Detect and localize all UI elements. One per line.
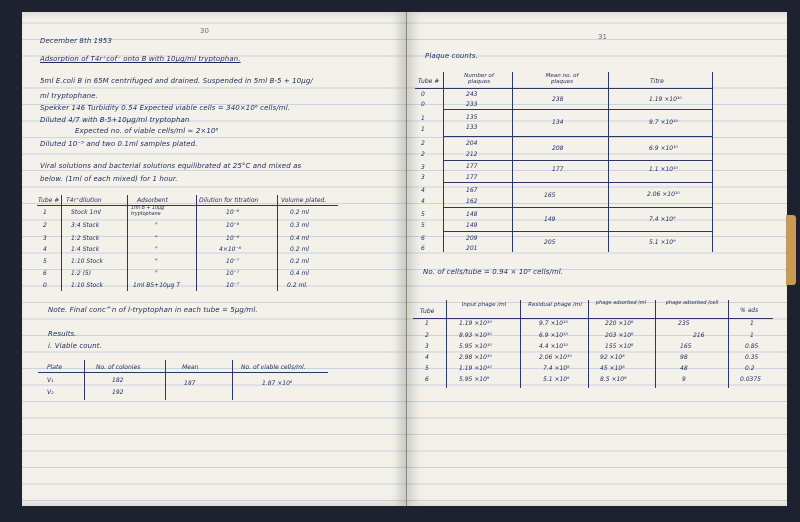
cell: 1.87 ×10⁸ <box>262 380 293 387</box>
cell: 187 <box>184 380 196 387</box>
text-line-2: ml tryptophane. <box>40 92 98 100</box>
cell: 10⁻⁸ <box>226 235 240 242</box>
page-number-right: 31 <box>598 33 607 41</box>
cell: V₁ <box>47 377 54 384</box>
cell: 1 <box>750 332 754 339</box>
text-line-8: below. (1ml of each mixed) for 1 hour. <box>40 175 178 183</box>
cell: 167 <box>466 187 478 194</box>
table-rule <box>728 300 729 388</box>
cell: 4.4 ×10¹⁰ <box>539 343 568 350</box>
table-rule <box>84 360 85 400</box>
cell: 3:4 Stock <box>71 222 100 229</box>
table-header: Input phage /ml <box>461 302 507 308</box>
cell: 1 <box>425 320 429 327</box>
table-header: Tube # <box>38 197 60 204</box>
cell: 133 <box>466 124 478 131</box>
cell: 5.95 ×10⁹ <box>459 376 490 383</box>
cell: 182 <box>112 377 124 384</box>
cell: 0.3 ml <box>290 222 309 229</box>
table-header: Mean <box>182 364 199 371</box>
cell: 3 <box>421 164 425 171</box>
cell: 6.9 ×10¹⁰ <box>539 332 568 339</box>
cell: 2.06 ×10¹⁰ <box>539 354 572 361</box>
table-rule <box>712 72 713 252</box>
cell: 6.9 ×10¹⁰ <box>649 145 678 152</box>
table-header: phage adsorbed /cell <box>665 300 719 306</box>
cell: 205 <box>544 239 556 246</box>
cell: 216 <box>693 332 705 339</box>
page-tab-marker <box>786 215 796 285</box>
text-line-5: Expected no. of viable cells/ml ≃ 2×10⁸ <box>75 127 219 135</box>
table-rule <box>413 318 773 319</box>
cell: V₂ <box>47 389 54 396</box>
cell: 6 <box>425 376 429 383</box>
table-rule <box>232 360 233 400</box>
cell: 148 <box>466 211 478 218</box>
cell: 6 <box>43 270 47 277</box>
table-header: Volume plated. <box>281 197 327 204</box>
plaque-counts-heading: Plaque counts. <box>425 52 478 60</box>
table-rule <box>61 195 62 291</box>
cell: 1:10 Stock <box>71 258 103 265</box>
cell: 10⁻⁷ <box>226 270 240 277</box>
text-line-6: Diluted 10⁻⁵ and two 0.1ml samples plated. <box>40 140 198 148</box>
table-rule <box>127 195 128 291</box>
table-header: Residual phage /ml <box>528 302 582 308</box>
table-header: T4r⁺dilution <box>66 197 102 204</box>
cell: 0 <box>421 91 425 98</box>
table-header: No. of viable cells/ml. <box>241 364 306 371</box>
cell: " <box>155 258 158 265</box>
cell: 204 <box>466 140 478 147</box>
cell: 0.4 ml <box>290 235 309 242</box>
table-rule <box>443 109 712 110</box>
cell: 165 <box>680 343 692 350</box>
table-rule <box>655 300 656 388</box>
cell: 1 <box>421 115 425 122</box>
cell: 9.7 ×10¹⁰ <box>539 320 568 327</box>
tryptophan-note: Note. Final conc^n of l-tryptophan in each tube = 5μg/ml. <box>48 306 258 314</box>
cell: 5 <box>425 365 429 372</box>
cell: 2 <box>421 151 425 158</box>
cell: 2 <box>425 332 429 339</box>
cell: 134 <box>552 119 564 126</box>
cell: 0.4 ml <box>290 270 309 277</box>
cell: 1.1 ×10¹⁰ <box>649 166 678 173</box>
cell: 1.19 ×10¹⁰ <box>649 96 682 103</box>
cell: 201 <box>466 245 478 252</box>
cell: 10⁻⁸ <box>226 222 240 229</box>
cell: 220 ×10⁸ <box>605 320 634 327</box>
table-header: Adsorbent <box>137 197 168 204</box>
table-rule <box>415 88 713 89</box>
table-rule <box>588 300 589 388</box>
cell: 0.2 <box>745 365 755 372</box>
cell: 177 <box>466 163 478 170</box>
cell: 6 <box>421 235 425 242</box>
cell: 1:2 (5) <box>71 270 92 277</box>
cell: 0.0375 <box>740 376 761 383</box>
table-rule <box>277 195 278 291</box>
table-header: No. of colonies <box>96 364 141 371</box>
text-line-4: Diluted 4/7 with B-5+10μg/ml tryptophan <box>40 116 190 124</box>
cell: 98 <box>680 354 688 361</box>
table-header: Tube <box>420 308 435 315</box>
cell: 1:2 Stock <box>71 235 100 242</box>
table-header: % ads <box>740 307 759 314</box>
cell: 203 ×10⁸ <box>605 332 634 339</box>
cell: 0.2 ml <box>290 258 309 265</box>
cell: 0.35 <box>745 354 759 361</box>
cell: 212 <box>466 151 478 158</box>
cell: 0 <box>43 282 47 289</box>
cell: 149 <box>466 222 478 229</box>
table-rule <box>443 207 712 208</box>
table-header: Tube # <box>418 78 440 85</box>
table-rule <box>443 136 712 137</box>
cell: 2.98 ×10¹⁰ <box>459 354 492 361</box>
viable-count-heading: i. Viable count. <box>48 342 102 350</box>
cell: 8.5 ×10⁸ <box>600 376 627 383</box>
table-rule <box>512 72 513 252</box>
cell: " <box>155 246 158 253</box>
text-line-3: Spekker 146 Turbidity 0.54 Expected viable cells = 340×10⁶ cells/ml. <box>40 104 291 112</box>
cell: 4 <box>425 354 429 361</box>
cell: 155 ×10⁸ <box>605 343 634 350</box>
cell: 177 <box>466 174 478 181</box>
cell: " <box>155 222 158 229</box>
table-header: Mean no. of plaques <box>545 73 579 85</box>
text-line-7: Viral solutions and bacterial solutions equilibrated at 25°C and mixed as <box>40 162 302 170</box>
cell: 5.1 ×10⁹ <box>649 239 676 246</box>
table-rule <box>608 72 609 252</box>
cell: 1 <box>750 320 754 327</box>
cell: 4 <box>43 246 47 253</box>
results-heading: Results. <box>48 330 77 338</box>
cell: 10⁻⁷ <box>226 258 240 265</box>
cell: 7.4 ×10⁹ <box>649 216 676 223</box>
cell: 5 <box>421 222 425 229</box>
cell: 192 <box>112 389 124 396</box>
cell: 149 <box>544 216 556 223</box>
cell: 92 ×10⁸ <box>600 354 625 361</box>
cell: 4 <box>421 187 425 194</box>
cell: 2.06 ×10¹⁰ <box>647 191 680 198</box>
cell: 209 <box>466 235 478 242</box>
table-header: Plate <box>47 364 63 371</box>
text-line-1: 5ml E.coli B in 65M centrifuged and drained. Suspended in 5ml B-5 + 10μg/ <box>40 77 313 85</box>
cell: 1ml B + 10μg tryptophane <box>131 206 165 217</box>
cell: 1 <box>43 209 47 216</box>
cell: 3 <box>43 235 47 242</box>
cell: 243 <box>466 91 478 98</box>
table-rule <box>443 72 444 252</box>
cell: 7.4 ×10⁹ <box>543 365 570 372</box>
table-rule <box>443 182 712 183</box>
cell: 165 <box>544 192 556 199</box>
cell: 5.95 ×10¹⁰ <box>459 343 492 350</box>
cell: " <box>155 270 158 277</box>
cell: 9 <box>682 376 686 383</box>
table-rule <box>520 300 521 388</box>
cell: 4 <box>421 198 425 205</box>
cell: 10⁻⁷ <box>226 282 240 289</box>
cell: 5.1 ×10⁹ <box>543 376 570 383</box>
cell: 5 <box>43 258 47 265</box>
cell: Stock 1ml <box>71 209 101 216</box>
cell: 1:10 Stock <box>71 282 103 289</box>
table-header: phage adsorbed /ml <box>595 300 647 306</box>
cell: 1.19 ×10¹⁰ <box>459 365 492 372</box>
cell: 3 <box>421 174 425 181</box>
cell: " <box>155 235 158 242</box>
cell: 45 ×10⁸ <box>600 365 625 372</box>
cell: 135 <box>466 114 478 121</box>
cell: 0.2 ml <box>290 209 309 216</box>
cell: 3 <box>425 343 429 350</box>
cell: 2 <box>421 140 425 147</box>
table-rule <box>446 300 447 388</box>
cell: 1 <box>421 126 425 133</box>
cell: 233 <box>466 101 478 108</box>
table-rule <box>38 372 328 373</box>
table-rule <box>196 195 197 291</box>
right-notebook-page <box>407 12 787 506</box>
cell: 2 <box>43 222 47 229</box>
cell: 0.2 ml. <box>287 282 308 289</box>
cells-per-tube-line: No. of cells/tube = 0.94 × 10⁸ cells/ml. <box>423 268 564 276</box>
table-header: Dilution for titration <box>199 197 259 204</box>
page-number-left: 30 <box>200 27 209 35</box>
table-rule <box>165 360 166 400</box>
entry-title: Adsorption of T4r⁺cof⁻ onto B with 10μg/ml tryptophan. <box>40 55 241 63</box>
table-header: Number of plaques <box>464 73 494 85</box>
cell: 1:4 Stock <box>71 246 100 253</box>
cell: 8.93 ×10¹⁰ <box>459 332 492 339</box>
table-rule <box>443 231 712 232</box>
cell: 177 <box>552 166 564 173</box>
cell: 235 <box>678 320 690 327</box>
cell: 0.2 ml <box>290 246 309 253</box>
cell: 6 <box>421 245 425 252</box>
entry-date: December 8th 1953 <box>40 37 112 45</box>
cell: 4×10⁻⁸ <box>219 246 242 253</box>
table-header: Titre <box>650 78 664 85</box>
cell: 48 <box>680 365 688 372</box>
cell: 1ml B5+10μg T <box>133 282 181 289</box>
cell: 0 <box>421 101 425 108</box>
cell: 162 <box>466 198 478 205</box>
cell: 10⁻⁸ <box>226 209 240 216</box>
cell: 5 <box>421 211 425 218</box>
cell: 0.85 <box>745 343 759 350</box>
cell: 9.7 ×10¹⁰ <box>649 119 678 126</box>
cell: 238 <box>552 96 564 103</box>
cell: 1.19 ×10¹⁰ <box>459 320 492 327</box>
cell: 208 <box>552 145 564 152</box>
table-rule <box>443 160 712 161</box>
